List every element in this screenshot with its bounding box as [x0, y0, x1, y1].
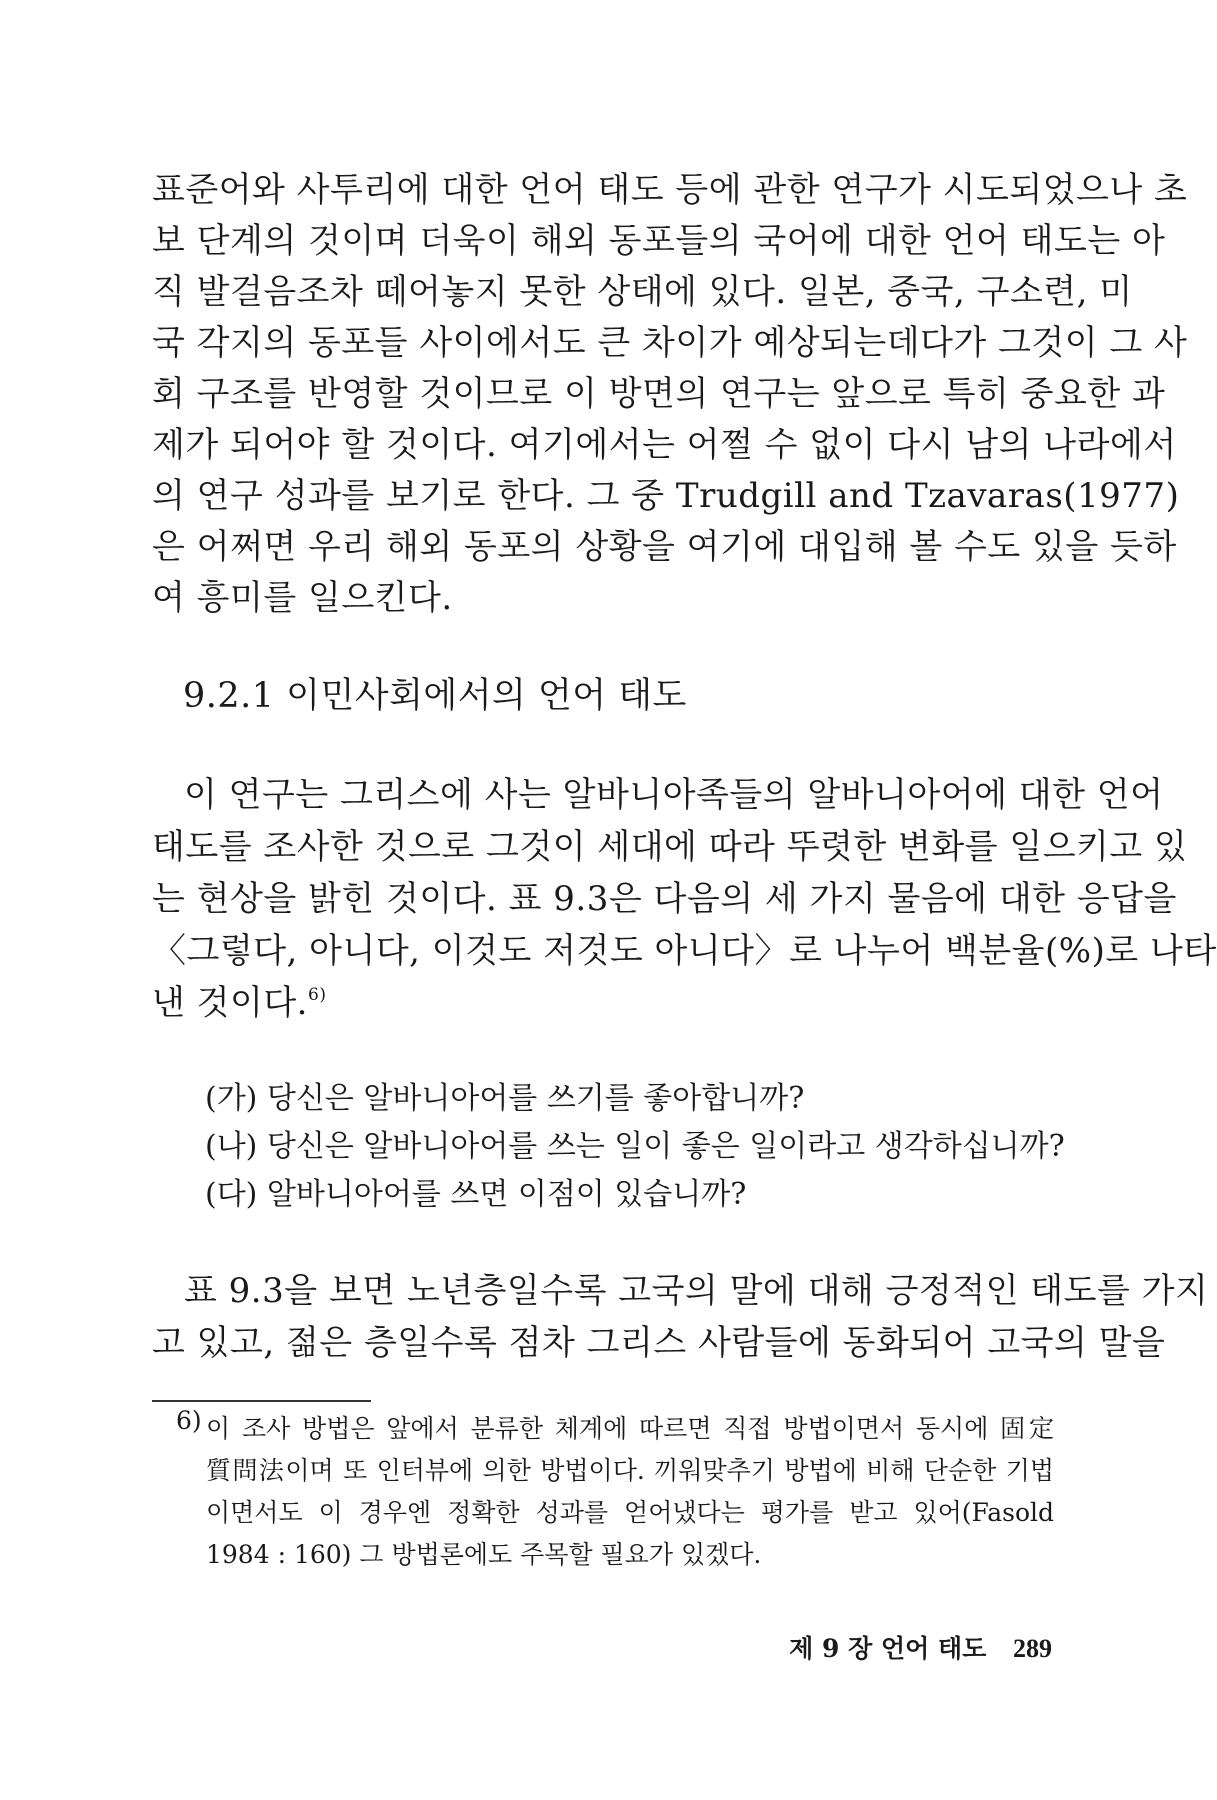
- paragraph-line: 국 각지의 동포들 사이에서도 큰 차이가 예상되는데다가 그것이 그 사: [152, 323, 1188, 363]
- footnote-marker: 6): [176, 1406, 202, 1435]
- paragraph-line: 표준어와 사투리에 대한 언어 태도 등에 관한 연구가 시도되었으나 초: [152, 170, 1188, 210]
- footnote-line: 1984 : 160) 그 방법론에도 주목할 필요가 있겠다.: [206, 1540, 762, 1569]
- paragraph-study: [152, 767, 1217, 1047]
- footnote-line: 이 조사 방법은 앞에서 분류한 체계에 따르면 직접 방법이면서 동시에 固定: [206, 1414, 1054, 1443]
- footnote-reference[interactable]: 6): [308, 985, 327, 1005]
- paragraph-line: 〈그렇다, 아니다, 이것도 저것도 아니다〉로 나누어 백분율(%)로 나타: [152, 931, 1217, 971]
- paragraph-line: 보 단계의 것이며 더욱이 해외 동포들의 국어에 대한 언어 태도는 아: [152, 221, 1166, 261]
- paragraph-line: 표 9.3을 보면 노년층일수록 고국의 말에 대해 긍정적인 태도를 가지: [184, 1271, 1209, 1311]
- section-heading: 9.2.1 이민사회에서의 언어 태도: [183, 676, 687, 716]
- footnote-divider: [152, 1400, 371, 1402]
- page-number: 289: [1013, 1634, 1052, 1663]
- paragraph-line: 직 발걸음조차 떼어놓지 못한 상태에 있다. 일본, 중국, 구소련, 미: [152, 272, 1133, 312]
- paragraph-line-text: 낸 것이다.: [152, 983, 308, 1023]
- paragraph-line: 이 연구는 그리스에 사는 알바니아족들의 알바니아어에 대한 언어: [184, 775, 1164, 815]
- paragraph-line: 의 연구 성과를 보기로 한다. 그 중 Trudgill and Tzavaras(1977): [152, 476, 1180, 516]
- footnote-line: 이면서도 이 경우엔 정확한 성과를 얻어냈다는 평가를 받고 있어(Fasold: [206, 1498, 1054, 1527]
- page-footer: [789, 1629, 1052, 1669]
- paragraph-line: 제가 되어야 할 것이다. 여기에서는 어쩔 수 없이 다시 남의 나라에서: [152, 425, 1177, 465]
- paragraph-results: [152, 1263, 1209, 1375]
- question-item: (가) 당신은 알바니아어를 쓰기를 좋아합니까?: [205, 1081, 805, 1116]
- running-chapter-title: 제 9 장 언어 태도: [789, 1634, 987, 1663]
- paragraph-line: 태도를 조사한 것으로 그것이 세대에 따라 뚜렷한 변화를 일으키고 있: [152, 827, 1188, 867]
- paragraph-line: 여 흥미를 일으킨다.: [152, 578, 453, 618]
- paragraph-line-with-footnote: [152, 975, 1054, 1031]
- paragraph-line: 고 있고, 젊은 층일수록 점차 그리스 사람들에 동화되어 고국의 말을: [152, 1323, 1166, 1363]
- question-item: (다) 알바니아어를 쓰면 이점이 있습니까?: [205, 1177, 747, 1212]
- paragraph-line: 은 어쩌면 우리 해외 동포의 상황을 여기에 대입해 볼 수도 있을 듯하: [152, 527, 1177, 567]
- paragraph-line: 회 구조를 반영할 것이므로 이 방면의 연구는 앞으로 특히 중요한 과: [152, 374, 1166, 414]
- footnote-line: 質問法이며 또 인터뷰에 의한 방법이다. 끼워맞추기 방법에 비해 단순한 기법: [206, 1456, 1054, 1485]
- paragraph-line: 는 현상을 밝힌 것이다. 표 9.3은 다음의 세 가지 물음에 대한 응답을: [152, 879, 1177, 919]
- paragraph-intro: [152, 162, 1188, 632]
- question-item: (나) 당신은 알바니아어를 쓰는 일이 좋은 일이라고 생각하십니까?: [205, 1129, 1065, 1164]
